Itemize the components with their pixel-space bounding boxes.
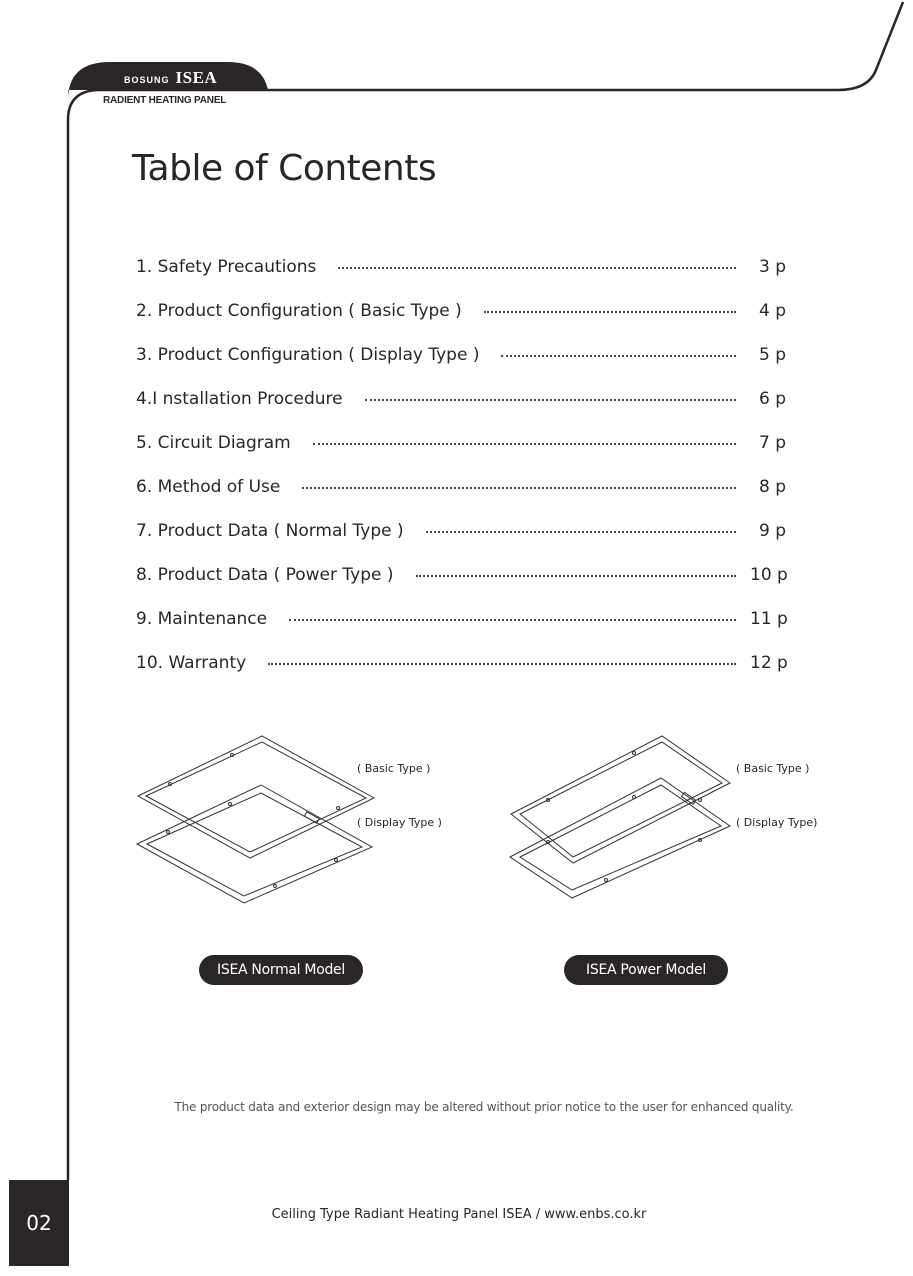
header-subtitle: RADIENT HEATING PANEL	[103, 95, 227, 106]
normal-basic-type-label: ( Basic Type )	[357, 762, 431, 775]
brand-name: ISEA	[175, 68, 218, 87]
normal-display-panel-drawing	[137, 785, 372, 903]
toc-item-page: 10 p	[750, 565, 788, 585]
toc-item-label: 6. Method of Use	[136, 477, 281, 497]
toc-item-page: 7 p	[758, 433, 786, 453]
page-title: Table of Contents	[132, 148, 437, 189]
page-number	[9, 1180, 69, 1266]
toc-item-page: 6 p	[758, 389, 786, 409]
toc-item-label: 2. Product Configuration ( Basic Type )	[136, 301, 462, 321]
disclaimer-notice: The product data and exterior design may be altered without prior notice to the user for enhanced quality.	[174, 1100, 794, 1114]
toc-item-page: 8 p	[758, 477, 786, 497]
toc-item-page: 4 p	[758, 301, 786, 321]
power-display-panel-drawing	[510, 778, 730, 898]
normal-basic-panel-drawing	[138, 736, 374, 858]
toc-item-label: 5. Circuit Diagram	[136, 433, 291, 453]
power-basic-type-label: ( Basic Type )	[736, 762, 810, 775]
normal-display-type-label: ( Display Type )	[357, 816, 442, 829]
toc-item-page: 5 p	[758, 345, 786, 365]
toc-item-page: 11 p	[750, 609, 788, 629]
toc-item-label: 4.I nstallation Procedure	[136, 389, 343, 409]
toc-item-page: 12 p	[750, 653, 788, 673]
page-footer: Ceiling Type Radiant Heating Panel ISEA / www.enbs.co.kr	[271, 1207, 647, 1222]
toc-item-label: 3. Product Configuration ( Display Type )	[136, 345, 480, 365]
page-number-text: 02	[26, 1211, 52, 1235]
power-display-type-label: ( Display Type)	[736, 816, 818, 829]
brand-small-text: BOSUNG	[124, 75, 170, 85]
toc-item-label: 8. Product Data ( Power Type )	[136, 565, 394, 585]
toc-item-page: 9 p	[758, 521, 786, 541]
toc-item-label: 9. Maintenance	[136, 609, 268, 629]
power-model-badge: ISEA Power Model	[564, 955, 728, 985]
toc-item-label: 10. Warranty	[136, 653, 247, 673]
toc-item-page: 3 p	[758, 257, 786, 277]
normal-model-badge: ISEA Normal Model	[199, 955, 363, 985]
toc-item-label: 7. Product Data ( Normal Type )	[136, 521, 404, 541]
toc-item-label: 1. Safety Precautions	[136, 257, 317, 277]
